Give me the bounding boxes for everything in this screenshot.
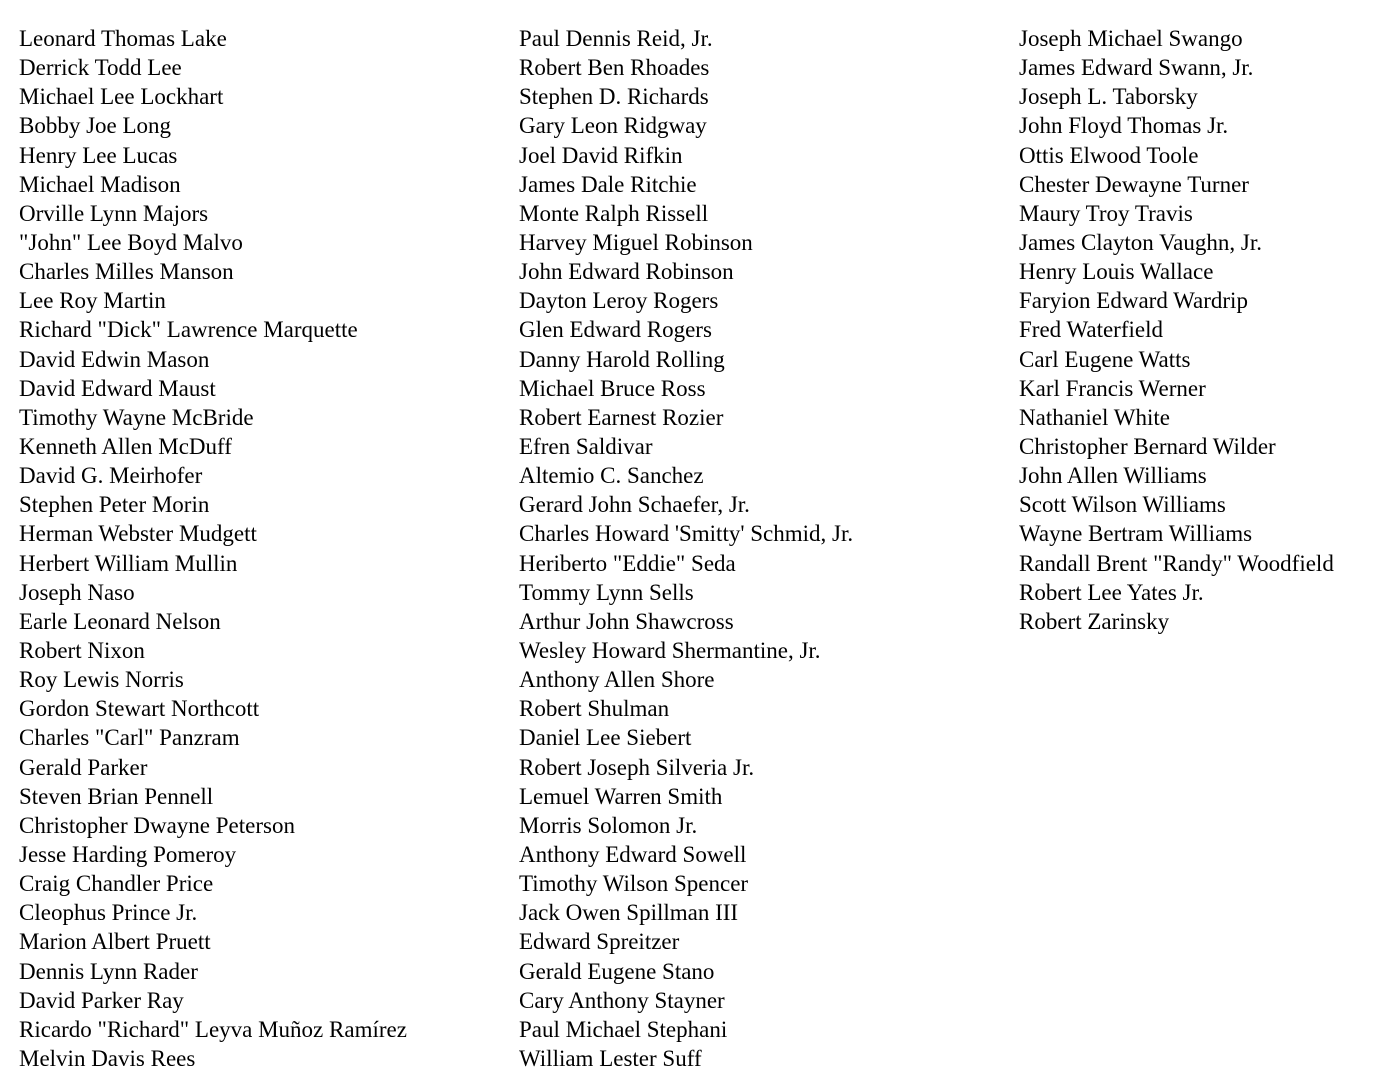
name-list-item: Joel David Rifkin [519, 142, 683, 168]
name-list-item: Timothy Wilson Spencer [519, 871, 749, 897]
name-list-item: Earle Leonard Nelson [19, 608, 221, 634]
name-list-item: Joseph Naso [19, 579, 135, 605]
name-list-item: Robert Zarinsky [1019, 608, 1170, 634]
name-list-item: Stephen Peter Morin [19, 492, 210, 518]
name-list-item: Anthony Allen Shore [519, 667, 715, 693]
name-list-item: John Floyd Thomas Jr. [1019, 113, 1229, 139]
name-list-item: Daniel Lee Siebert [519, 725, 692, 751]
name-list-item: Carl Eugene Watts [1019, 346, 1191, 372]
name-list-item: Gerald Eugene Stano [519, 958, 715, 984]
name-list-item: Michael Lee Lockhart [19, 84, 224, 110]
name-list-item: James Dale Ritchie [519, 171, 697, 197]
name-list-item: Joseph Michael Swango [1019, 26, 1243, 51]
names-column-1 [19, 24, 407, 1073]
name-list-item: Kenneth Allen McDuff [19, 433, 232, 459]
name-list-item: Robert Lee Yates Jr. [1019, 579, 1204, 605]
name-list-item: Robert Earnest Rozier [519, 404, 724, 430]
name-list-item: Stephen D. Richards [519, 84, 709, 110]
name-list-item: Wesley Howard Shermantine, Jr. [519, 637, 821, 663]
name-list-item: Karl Francis Werner [1019, 375, 1206, 401]
name-list-item: Charles Howard 'Smitty' Schmid, Jr. [519, 521, 854, 547]
name-list-item: David Edward Maust [19, 375, 216, 401]
name-list-item: James Edward Swann, Jr. [1019, 55, 1254, 81]
name-list-item: Marion Albert Pruett [19, 929, 211, 955]
name-list-item: Gerard John Schaefer, Jr. [519, 492, 750, 518]
name-list-item: Gerald Parker [19, 754, 148, 780]
name-list-item: Gary Leon Ridgway [519, 113, 707, 139]
name-list-item: Robert Joseph Silveria Jr. [519, 754, 755, 780]
name-list-item: Monte Ralph Rissell [519, 200, 709, 226]
name-list-item: Leonard Thomas Lake [19, 26, 227, 51]
name-list-item: Scott Wilson Williams [1019, 492, 1226, 518]
name-list-item: Fred Waterfield [1019, 317, 1163, 343]
name-list-item: Nathaniel White [1019, 404, 1170, 430]
name-list-item: David G. Meirhofer [19, 463, 203, 489]
name-list-item: Paul Dennis Reid, Jr. [519, 26, 713, 51]
name-list-item: Dayton Leroy Rogers [519, 288, 719, 314]
name-list-item: Melvin Davis Rees [19, 1045, 196, 1071]
name-list-item: Craig Chandler Price [19, 871, 214, 897]
name-list-item: John Edward Robinson [519, 259, 734, 285]
name-list-item: Gordon Stewart Northcott [19, 696, 260, 722]
name-list-item: Jesse Harding Pomeroy [19, 841, 237, 867]
name-list-item: Faryion Edward Wardrip [1019, 288, 1248, 314]
name-list-item: Lee Roy Martin [19, 288, 166, 314]
name-list-item: Herbert William Mullin [19, 550, 238, 576]
name-list-item: Cleophus Prince Jr. [19, 900, 198, 926]
name-list-item: Anthony Edward Sowell [519, 841, 747, 867]
name-list-item: Morris Solomon Jr. [519, 812, 698, 838]
name-list-item: Derrick Todd Lee [19, 55, 182, 81]
name-list-item: Arthur John Shawcross [519, 608, 734, 634]
name-list-item: Robert Ben Rhoades [519, 55, 710, 81]
name-list-item: Herman Webster Mudgett [19, 521, 257, 547]
name-list-item: Chester Dewayne Turner [1019, 171, 1249, 197]
name-list-item: Maury Troy Travis [1019, 200, 1193, 226]
name-list-item: David Parker Ray [19, 987, 184, 1013]
name-list-item: John Allen Williams [1019, 463, 1207, 489]
name-list-item: Altemio C. Sanchez [519, 463, 704, 489]
name-list-item: Roy Lewis Norris [19, 667, 184, 693]
name-list-item: "John" Lee Boyd Malvo [19, 229, 243, 255]
name-list-item: Paul Michael Stephani [519, 1016, 728, 1042]
name-list-item: Randall Brent "Randy" Woodfield [1019, 550, 1334, 576]
name-list-item: Tommy Lynn Sells [519, 579, 694, 605]
name-list-item: Christopher Bernard Wilder [1019, 433, 1276, 459]
name-list-item: Jack Owen Spillman III [519, 900, 739, 926]
name-list-item: Richard "Dick" Lawrence Marquette [19, 317, 358, 343]
name-list-item: Timothy Wayne McBride [19, 404, 254, 430]
name-list-item: Christopher Dwayne Peterson [19, 812, 295, 838]
name-list-item: David Edwin Mason [19, 346, 210, 372]
name-list-item: Bobby Joe Long [19, 113, 172, 139]
name-list-item: William Lester Suff [519, 1045, 702, 1071]
name-list-item: Danny Harold Rolling [519, 346, 725, 372]
name-list-item: Charles "Carl" Panzram [19, 725, 240, 751]
name-list-item: Glen Edward Rogers [519, 317, 712, 343]
name-list-item: Michael Madison [19, 171, 181, 197]
names-column-2 [519, 24, 853, 1073]
name-list-item: Robert Shulman [519, 696, 670, 722]
name-list-item: James Clayton Vaughn, Jr. [1019, 229, 1262, 255]
name-list-item: Ricardo "Richard" Leyva Muñoz Ramírez [19, 1016, 407, 1042]
name-list-item: Edward Spreitzer [519, 929, 680, 955]
name-list-item: Robert Nixon [19, 637, 145, 663]
name-list-item: Cary Anthony Stayner [519, 987, 725, 1013]
name-list-item: Orville Lynn Majors [19, 200, 209, 226]
name-list-item: Efren Saldivar [519, 433, 653, 459]
name-list-item: Charles Milles Manson [19, 259, 234, 285]
name-list-item: Steven Brian Pennell [19, 783, 214, 809]
name-list-item: Michael Bruce Ross [519, 375, 706, 401]
name-list-item: Heriberto "Eddie" Seda [519, 550, 736, 576]
name-list-item: Joseph L. Taborsky [1019, 84, 1198, 110]
name-list-item: Harvey Miguel Robinson [519, 229, 753, 255]
name-list-item: Lemuel Warren Smith [519, 783, 723, 809]
name-list-item: Henry Louis Wallace [1019, 259, 1214, 285]
names-column-3 [1019, 24, 1334, 636]
name-list-item: Ottis Elwood Toole [1019, 142, 1199, 168]
name-list-item: Henry Lee Lucas [19, 142, 178, 168]
name-list-item: Dennis Lynn Rader [19, 958, 198, 984]
name-list-item: Wayne Bertram Williams [1019, 521, 1253, 547]
